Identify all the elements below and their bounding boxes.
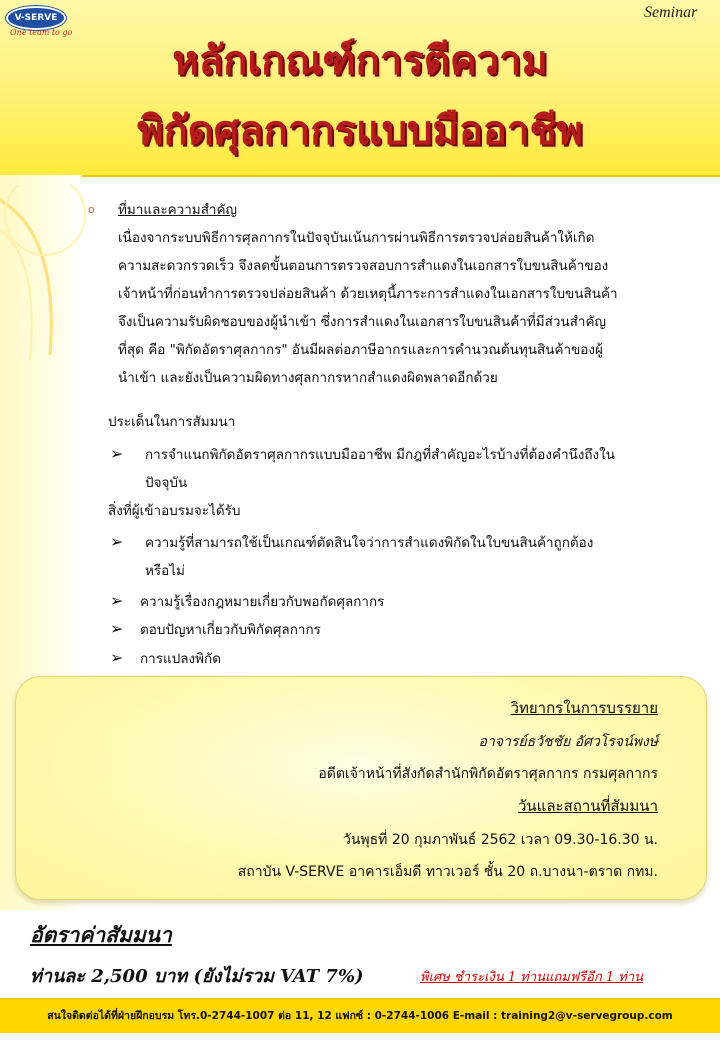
vserve-logo: V-SERVE — [6, 6, 66, 30]
topic-item-1: การจำแนกพิกัดอัตราศุลกากรแบบมืออาชีพ มีกฎที่สำคัญอะไรบ้างที่ต้องคำนึงถึงใน — [145, 447, 615, 463]
topics-heading: ประเด็นในการสัมมนา — [108, 414, 236, 430]
arrow-bullet-icon: ➢ — [110, 619, 124, 638]
venue-heading: วันและสถานที่สัมมนา — [517, 797, 658, 815]
price-text: ท่านละ 2,500 บาท (ยังไม่รวม VAT 7%) — [30, 966, 364, 987]
arrow-bullet-icon: ➢ — [110, 532, 124, 551]
paragraph-line: นำเข้า และยังเป็นความผิดทางศุลกากรหากสำแดงผิดพลาดอีกด้วย — [118, 370, 498, 386]
paragraph-line: ความสะดวกรวดเร็ว จึงลดขั้นตอนการตรวจสอบการสำแดงในเอกสารใบขนสินค้าของ — [118, 258, 609, 274]
background-paragraph — [118, 224, 698, 392]
paragraph-line: เจ้าหน้าที่ก่อนทำการตรวจปล่อยสินค้า ด้วยเหตุนี้ภาระการสำแดงในเอกสารใบขนสินค้า — [118, 286, 618, 302]
seminar-label: Seminar — [644, 4, 698, 21]
seminar-date: วันพุธที่ 20 กุมภาพันธ์ 2562 เวลา 09.30-16.30 น. — [342, 832, 658, 848]
page-title-line2: พิกัดศุลกากรแบบมืออาชีพ — [137, 108, 583, 154]
section-bullet-icon: o — [88, 203, 95, 216]
benefit-item-1: ความรู้ที่สามารถใช้เป็นเกณฑ์ตัดสินใจว่าการสำแดงพิกัดในใบขนสินค้าถูกต้อง — [145, 535, 594, 551]
benefits-heading: สิ่งที่ผู้เข้าอบรมจะได้รับ — [108, 503, 241, 519]
benefit-item-3: ตอบปัญหาเกี่ยวกับพิกัดศุลกากร — [140, 622, 321, 638]
arrow-bullet-icon: ➢ — [110, 648, 124, 667]
decorative-swirl — [0, 185, 90, 365]
seminar-venue: สถาบัน V-SERVE อาคารเอ็มดี ทาวเวอร์ ชั้น 20 ถ.บางนา-ตราด กทม. — [237, 864, 658, 880]
paragraph-line: เนื่องจากระบบพิธีการศุลกากรในปัจจุบันเน้นการผ่านพิธีการตรวจปล่อยสินค้าให้เกิด — [118, 230, 595, 246]
paragraph-line: ที่สุด คือ "พิกัดอัตราศุลกากร" อันมีผลต่อภาษีอากรและการคำนวณต้นทุนสินค้าของผู้ — [118, 342, 603, 358]
page-title-line1: หลักเกณฑ์การตีความ — [172, 38, 548, 84]
section-heading-background: ที่มาและความสำคัญ — [118, 202, 238, 218]
benefit-item-4: การแปลงพิกัด — [140, 651, 221, 667]
paragraph-line: จึงเป็นความรับผิดชอบของผู้นำเข้า ซึ่งการสำแดงในเอกสารใบขนสินค้าที่มีส่วนสำคัญ — [118, 314, 607, 330]
topic-item-1-cont: ปัจจุบัน — [145, 475, 188, 491]
promo-text: พิเศษ ชำระเงิน 1 ท่านแถมฟรีอีก 1 ท่าน — [420, 970, 643, 985]
logo-tagline: One team to go — [10, 28, 73, 37]
arrow-bullet-icon: ➢ — [110, 444, 124, 463]
speaker-heading: วิทยากรในการบรรยาย — [510, 699, 658, 717]
benefit-item-2: ความรู้เรื่องกฎหมายเกี่ยวกับพอกัดศุลกากร — [140, 594, 385, 610]
speaker-position: อดีตเจ้าหน้าที่สังกัดสำนักพิกัดอัตราศุลกากร กรมศุลกากร — [318, 766, 658, 782]
footer-contact: สนใจติดต่อได้ที่ฝ่ายฝึกอบรม โทร.0-2744-1007 ต่อ 11, 12 แฟกซ์ : 0-2744-1006 E-mail : training2@v-servegroup.com — [47, 1010, 673, 1022]
speaker-name: อาจารย์ธวัชชัย อัศวโรจน์พงษ์ — [478, 734, 658, 750]
arrow-bullet-icon: ➢ — [110, 591, 124, 610]
pricing-heading: อัตราค่าสัมมนา — [30, 922, 172, 947]
benefit-item-1-cont: หรือไม่ — [145, 563, 185, 579]
